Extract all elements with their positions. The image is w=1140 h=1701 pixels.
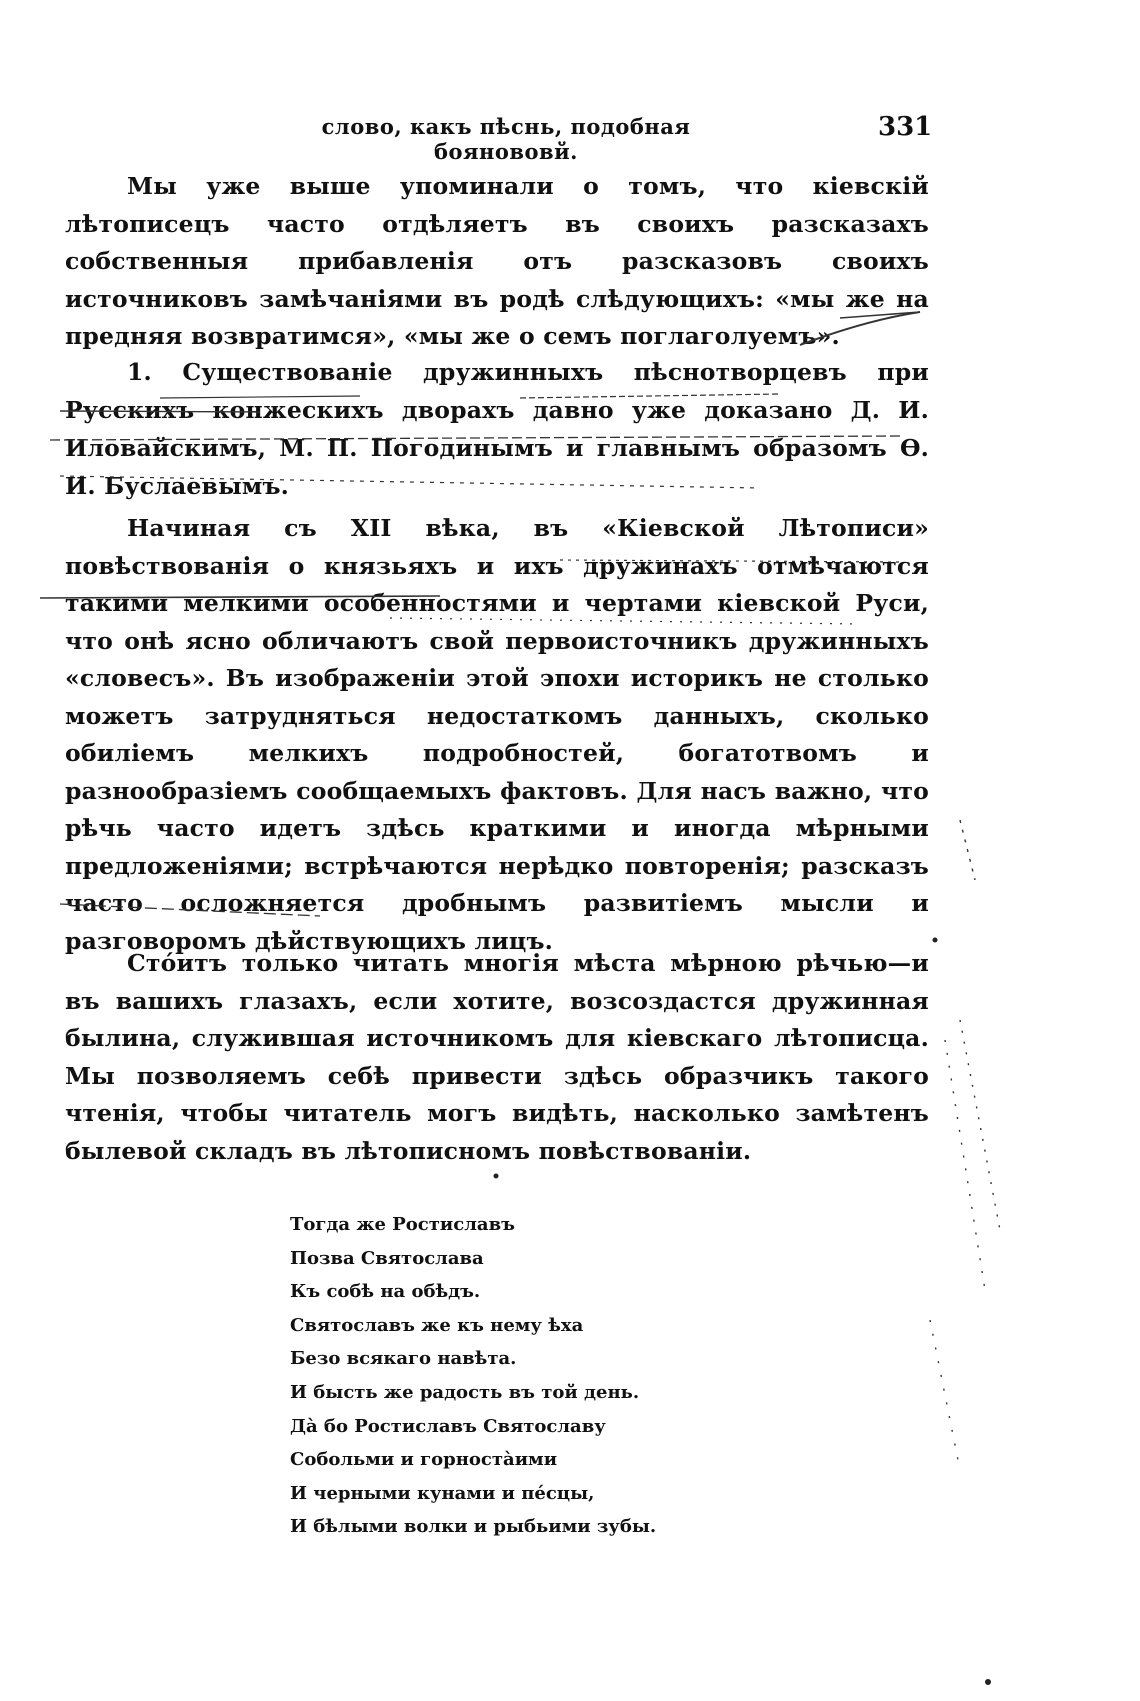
page-number: 331	[878, 112, 933, 142]
pencil-underline	[60, 476, 760, 488]
pencil-underline	[50, 436, 900, 440]
ink-dot	[985, 1679, 991, 1685]
verse-line: И черными кунами и пéсцы,	[290, 1482, 595, 1504]
pencil-underline	[60, 904, 320, 916]
running-head: слово, какъ пѣснь, подобная боянововй.	[321, 114, 691, 164]
pencil-underline	[520, 394, 780, 398]
verse-line: И бѣлыми волки и рыбьими зубы.	[290, 1516, 657, 1538]
ink-dot	[494, 1174, 499, 1179]
verse-line: Позва Святослава	[290, 1247, 484, 1269]
verse-line: Дà бо Ростиславъ Святославу	[290, 1415, 606, 1437]
verse-line: Къ собѣ на обѣдъ.	[290, 1281, 481, 1303]
ink-dot	[933, 938, 938, 943]
pencil-underline	[40, 596, 440, 598]
verse-line: Безо всякаго навѣта.	[290, 1348, 517, 1370]
pencil-underline	[390, 618, 860, 624]
pencil-underline	[560, 560, 900, 562]
footnote-paragraph: 1. Существованіе дружинныхъ пѣснотворцевъ при Русскихъ конжескихъ дворахъ давно уже доказано Д. И. Иловайскимъ, М. П. Погодинымъ и главнымъ образомъ Ѳ. И. Буслаевымъ.	[65, 358, 929, 500]
verse-line: Собольми и горностàими	[290, 1449, 558, 1471]
paragraph-2: Начиная съ XII вѣка, въ «Кіевской Лѣтописи» повѣствованія о князьяхъ и ихъ дружинахъ отмѣчаются такими мелкими особенностями и чертами кіевской Руси, что онѣ ясно обличаютъ свой первоисточникъ дружинныхъ «словесъ». Въ изображеніи этой эпохи историкъ не столько можетъ затрудняться недостаткомъ данныхъ, сколько обиліемъ мелкихъ подробностей, богатотвомъ и разнообразіемъ сообщаемыхъ фактовъ. Для насъ важно, что рѣчь часто идетъ здѣсь краткими и иногда мѣрными предложеніями; встрѣчаются нерѣдко повторенія; разсказъ часто осложняется дробнымъ развитіемъ мысли и разговоромъ дѣйствующихъ лицъ.	[65, 514, 929, 955]
verse-line: И бысть же радость въ той день.	[290, 1381, 640, 1403]
paragraph-1: Мы уже выше упоминали о томъ, что кіевскій лѣтописецъ часто отдѣляетъ въ своихъ разсказахъ собственныя прибавленія отъ разсказовъ своихъ источниковъ замѣчаніями въ родѣ слѣдующихъ: «мы же на предняя возвратимся», «мы же о семъ поглаголуемъ».	[65, 172, 929, 350]
pencil-underline	[60, 411, 260, 412]
verse-line: Тогда же Ростиславъ	[290, 1214, 515, 1235]
margin-dots	[945, 1040, 985, 1290]
margin-dots	[930, 1320, 960, 1470]
pencil-underline	[160, 396, 360, 398]
margin-dots	[960, 1020, 1000, 1230]
verse-line: Святославъ же къ нему ѣха	[290, 1314, 584, 1336]
margin-dots	[960, 820, 975, 880]
paragraph-3: Стóитъ только читать многія мѣста мѣрною рѣчью—и въ вашихъ глазахъ, если хотите, возсоздастся дружинная былина, служившая источникомъ для кіевскаго лѣтописца. Мы позволяемъ себѣ привести здѣсь образчикъ такого чтенія, чтобы читатель могъ видѣть, насколько замѣтенъ былевой складъ въ лѣтописномъ повѣствованіи.	[65, 949, 929, 1165]
